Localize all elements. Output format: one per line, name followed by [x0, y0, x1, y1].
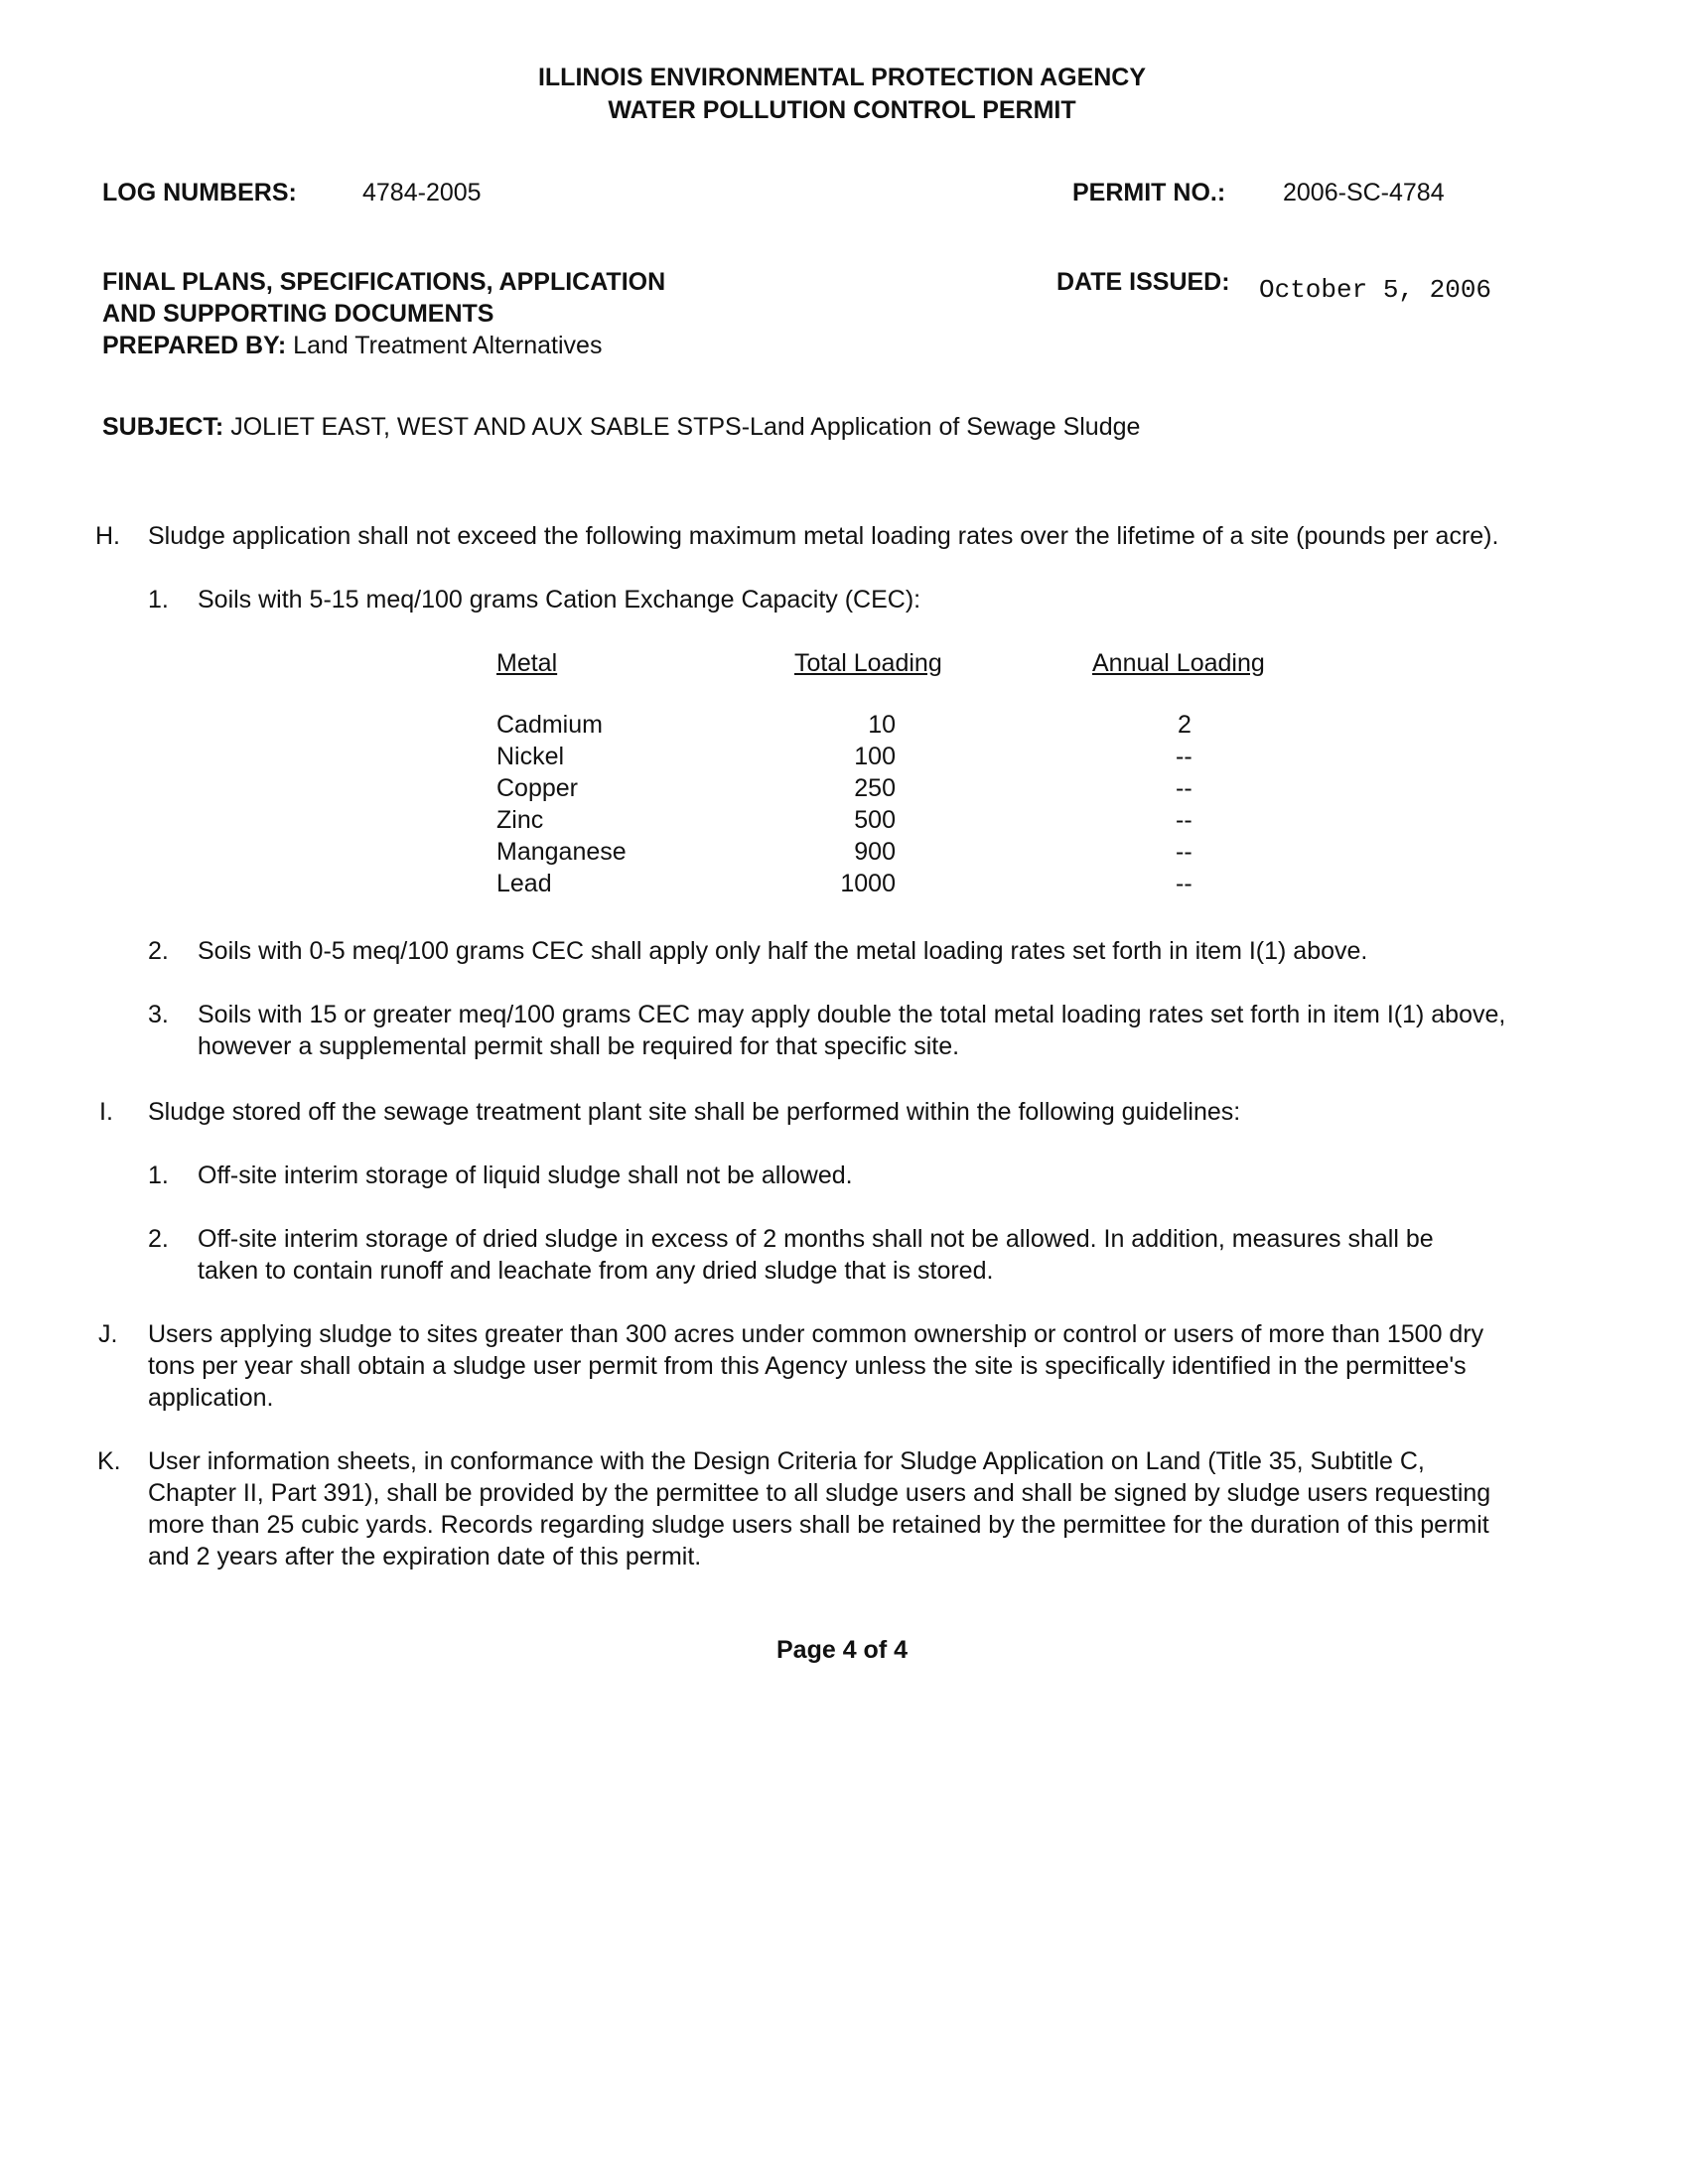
section-i-item-1-text: Off-site interim storage of liquid sludge shall not be allowed. — [198, 1161, 853, 1189]
annual-loading-value: -- — [1176, 838, 1193, 866]
section-h-item-3-marker: 3. — [148, 1001, 169, 1028]
plans-line-2: AND SUPPORTING DOCUMENTS — [102, 300, 494, 328]
plans-line-1: FINAL PLANS, SPECIFICATIONS, APPLICATION — [102, 268, 666, 296]
table-header-metal: Metal — [496, 649, 558, 677]
annual-loading-value: 2 — [1178, 711, 1192, 739]
section-h-item-3-line-1: Soils with 15 or greater meq/100 grams CEC may apply double the total metal loading rates set forth in item I(1) above, — [198, 1001, 1506, 1028]
section-h-item-1-text: Soils with 5-15 meq/100 grams Cation Exchange Capacity (CEC): — [198, 586, 921, 614]
section-h-marker: H. — [95, 522, 120, 550]
section-i-marker: I. — [99, 1098, 113, 1126]
prepared-by-label: PREPARED BY: — [102, 332, 287, 359]
metal-name: Copper — [496, 774, 578, 802]
section-i-item-2-line-2: taken to contain runoff and leachate from any dried sludge that is stored. — [198, 1257, 994, 1285]
section-i-item-2-marker: 2. — [148, 1225, 169, 1253]
section-j-line-3: application. — [148, 1384, 274, 1412]
subject-value: JOLIET EAST, WEST AND AUX SABLE STPS-Land Application of Sewage Sludge — [230, 413, 1141, 441]
section-j-line-2: tons per year shall obtain a sludge user permit from this Agency unless the site is specifically identified in the permittee's — [148, 1352, 1467, 1380]
subject-label: SUBJECT: — [102, 413, 224, 441]
section-j-marker: J. — [98, 1320, 118, 1348]
section-i-text: Sludge stored off the sewage treatment plant site shall be performed within the following guidelines: — [148, 1098, 1241, 1126]
metal-name: Lead — [496, 870, 552, 897]
log-numbers-label: LOG NUMBERS: — [102, 179, 297, 206]
section-k-marker: K. — [97, 1447, 121, 1475]
metal-name: Zinc — [496, 806, 544, 834]
total-loading-value: 250 — [854, 774, 896, 802]
annual-loading-value: -- — [1176, 743, 1193, 770]
subject — [102, 411, 1140, 443]
page-number: Page 4 of 4 — [776, 1636, 908, 1664]
total-loading-value: 10 — [868, 711, 896, 739]
annual-loading-value: -- — [1176, 870, 1193, 897]
log-numbers-value: 4784-2005 — [362, 179, 482, 206]
metal-name: Cadmium — [496, 711, 603, 739]
total-loading-value: 500 — [854, 806, 896, 834]
section-h-text: Sludge application shall not exceed the following maximum metal loading rates over the lifetime of a site (pounds per acre). — [148, 522, 1499, 550]
section-h-item-2-marker: 2. — [148, 937, 169, 965]
permit-no-label: PERMIT NO.: — [1072, 179, 1226, 206]
section-h-item-1-marker: 1. — [148, 586, 169, 614]
section-k-line-1: User information sheets, in conformance with the Design Criteria for Sludge Application on Land (Title 35, Subtitle C, — [148, 1447, 1425, 1475]
annual-loading-value: -- — [1176, 774, 1193, 802]
agency-title: ILLINOIS ENVIRONMENTAL PROTECTION AGENCY — [537, 64, 1147, 91]
section-i-item-2-line-1: Off-site interim storage of dried sludge in excess of 2 months shall not be allowed. In addition, measures shall be — [198, 1225, 1434, 1253]
total-loading-value: 900 — [854, 838, 896, 866]
section-i-item-1-marker: 1. — [148, 1161, 169, 1189]
metal-name: Manganese — [496, 838, 627, 866]
table-header-total-loading: Total Loading — [794, 649, 942, 677]
table-header-annual-loading: Annual Loading — [1092, 649, 1265, 677]
metal-name: Nickel — [496, 743, 565, 770]
prepared-by — [102, 330, 602, 361]
annual-loading-value: -- — [1176, 806, 1193, 834]
section-h-item-2-text: Soils with 0-5 meq/100 grams CEC shall apply only half the metal loading rates set forth in item I(1) above. — [198, 937, 1368, 965]
date-issued-value: October 5, 2006 — [1259, 275, 1492, 305]
total-loading-value: 1000 — [840, 870, 896, 897]
section-k-line-4: and 2 years after the expiration date of this permit. — [148, 1543, 702, 1570]
total-loading-value: 100 — [854, 743, 896, 770]
permit-type-title: WATER POLLUTION CONTROL PERMIT — [608, 96, 1076, 124]
section-j-line-1: Users applying sludge to sites greater than 300 acres under common ownership or control or users of more than 1500 dry — [148, 1320, 1484, 1348]
date-issued-label: DATE ISSUED: — [1056, 268, 1230, 296]
section-k-line-3: more than 25 cubic yards. Records regarding sludge users shall be retained by the permittee for the duration of this permit — [148, 1511, 1489, 1539]
section-k-line-2: Chapter II, Part 391), shall be provided by the permittee to all sludge users and shall be signed by sludge users requesting — [148, 1479, 1491, 1507]
permit-no-value: 2006-SC-4784 — [1283, 179, 1445, 206]
section-h-item-3-line-2: however a supplemental permit shall be required for that specific site. — [198, 1032, 960, 1060]
prepared-by-value: Land Treatment Alternatives — [293, 332, 603, 359]
